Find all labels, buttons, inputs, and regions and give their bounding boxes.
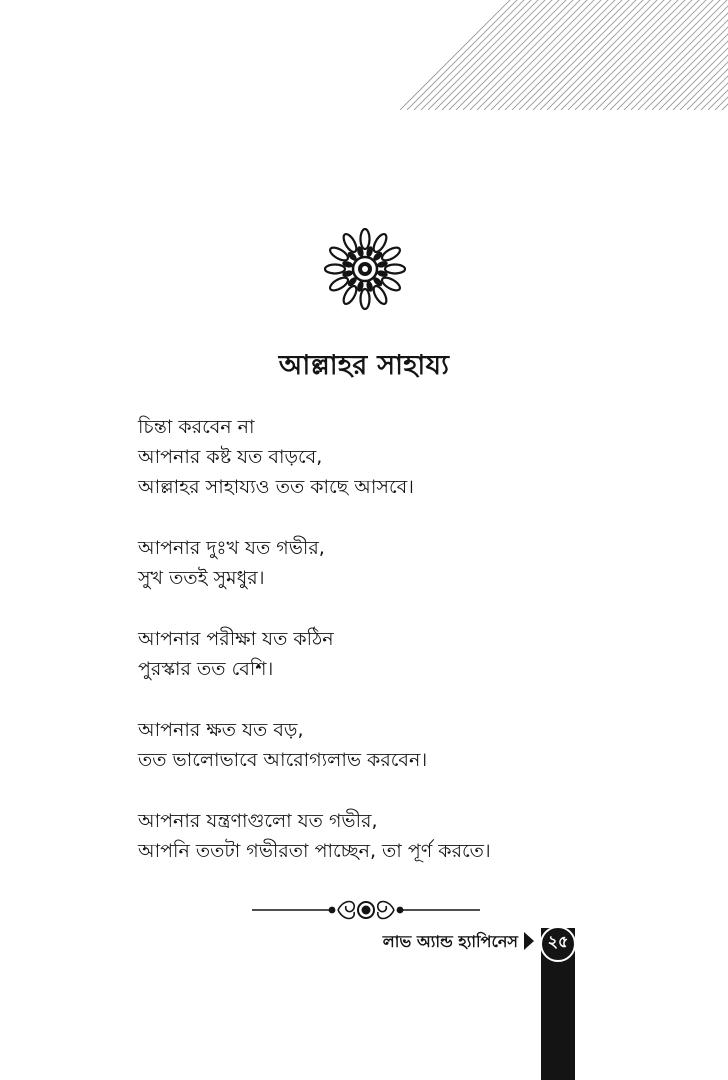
poem-line: আপনার যন্ত্রণাগুলো যত গভীর, [138,810,378,832]
poem-line: আপনার দুঃখ যত গভীর, [138,537,325,559]
poem-line: আপনি ততটা গভীরতা পাচ্ছেন, তা পূর্ণ করতে। [138,840,491,862]
scroll-divider-ornament [252,894,480,926]
poem-stanza [138,412,658,502]
flower-mandala-icon [324,228,406,310]
page-title: আল্লাহর সাহায্য [278,350,450,381]
poem-line: সুখ ততই সুমধুর। [138,567,265,589]
poem-line: পুরস্কার তত বেশি। [138,658,274,680]
corner-hatch-decoration [0,0,728,110]
page-number: ২৫ [547,932,569,951]
poem-line: আল্লাহর সাহায্যও তত কাছে আসবে। [138,476,414,498]
poem-line: আপনার ক্ষত যত বড়, [138,719,304,741]
poem-stanza [138,715,658,775]
poem-stanza [138,806,658,866]
play-arrow-icon [524,932,534,950]
poem-body [138,412,658,897]
book-title: লাভ অ্যান্ড হ্যাপিনেস [382,932,518,951]
poem-line: চিন্তা করবেন না [138,416,255,438]
poem-stanza [138,533,658,593]
poem-line: তত ভালোভাবে আরোগ্যলাভ করবেন। [138,749,428,771]
poem-line: আপনার কষ্ট যত বাড়বে, [138,446,323,468]
poem-stanza [138,624,658,684]
poem-line: আপনার পরীক্ষা যত কঠিন [138,628,334,650]
